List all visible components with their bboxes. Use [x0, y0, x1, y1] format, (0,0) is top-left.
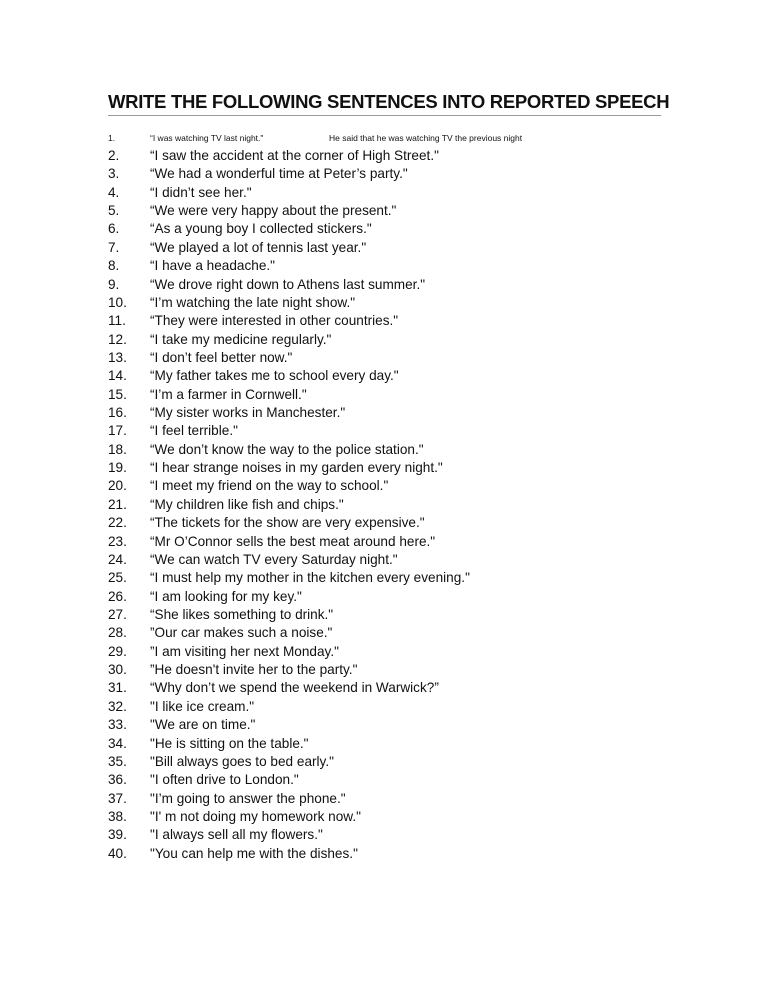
item-sentence: ”I am visiting her next Monday." — [150, 643, 339, 659]
item-sentence: "I like ice cream." — [150, 698, 255, 714]
item-number: 39. — [108, 827, 127, 843]
item-sentence: "I often drive to London." — [150, 772, 299, 788]
item-number: 3. — [108, 166, 120, 182]
item-number: 5. — [108, 203, 120, 219]
item-number: 31. — [108, 680, 127, 696]
item-number: 4. — [108, 184, 120, 200]
item-number: 16. — [108, 405, 127, 421]
item-number: 34. — [108, 735, 127, 751]
item-sentence: “We can watch TV every Saturday night." — [150, 551, 398, 567]
item-number: 22. — [108, 515, 127, 531]
item-number: 29. — [108, 643, 127, 659]
item-sentence: “My sister works in Manchester." — [150, 405, 346, 421]
item-sentence: “I’m a farmer in Cornwell." — [150, 386, 307, 402]
item-sentence: “We played a lot of tennis last year." — [150, 239, 367, 255]
page-title: WRITE THE FOLLOWING SENTENCES INTO REPORTED SPEECH — [108, 91, 670, 112]
item-sentence: ”Our car makes such a noise." — [150, 625, 333, 641]
item-number: 14. — [108, 368, 127, 384]
item-sentence: “We had a wonderful time at Peter’s party." — [150, 166, 408, 182]
item-number: 33. — [108, 717, 127, 733]
item-number: 38. — [108, 808, 127, 824]
item-sentence: ”He doesn't invite her to the party." — [150, 662, 358, 678]
item-number: 17. — [108, 423, 127, 439]
item-number: 32. — [108, 698, 127, 714]
item-sentence: “We don’t know the way to the police station." — [150, 441, 424, 457]
item-number: 19. — [108, 460, 127, 476]
item-sentence: "Bill always goes to bed early." — [150, 753, 334, 769]
item-sentence: “The tickets for the show are very expensive." — [150, 515, 425, 531]
item-sentence: "I’m going to answer the phone." — [150, 790, 346, 806]
item-sentence: “I must help my mother in the kitchen every evening." — [150, 570, 470, 586]
item-sentence: "You can help me with the dishes." — [150, 845, 358, 861]
item-sentence: “As a young boy I collected stickers." — [150, 221, 372, 237]
item-sentence: “I didn’t see her." — [150, 184, 252, 200]
item-number: 10. — [108, 294, 127, 310]
item-sentence: “Mr O’Connor sells the best meat around here." — [150, 533, 436, 549]
item-number: 2. — [108, 148, 120, 163]
item-sentence: “My father takes me to school every day." — [150, 368, 399, 384]
item-sentence: “I meet my friend on the way to school." — [150, 478, 389, 494]
item-sentence: “We drove right down to Athens last summer." — [150, 276, 426, 292]
item-number: 26. — [108, 588, 127, 604]
example-answer: He said that he was watching TV the previous night — [329, 133, 523, 143]
item-number: 18. — [108, 441, 127, 457]
item-number: 23. — [108, 533, 127, 549]
item-sentence: "I' m not doing my homework now." — [150, 808, 361, 824]
item-number: 12. — [108, 331, 127, 347]
item-sentence: “She likes something to drink." — [150, 606, 334, 622]
item-number: 36. — [108, 772, 127, 788]
item-number: 37. — [108, 790, 127, 806]
item-sentence: “I’m watching the late night show." — [150, 294, 356, 310]
item-sentence: "I always sell all my flowers." — [150, 827, 323, 843]
item-number: 6. — [108, 221, 120, 237]
item-number: 35. — [108, 753, 127, 769]
item-number: 7. — [108, 239, 120, 255]
item-sentence: “I feel terrible." — [150, 423, 238, 439]
item-number: 20. — [108, 478, 127, 494]
item-sentence: "He is sitting on the table." — [150, 735, 309, 751]
item-sentence: “My children like fish and chips." — [150, 496, 344, 512]
item-number: 21. — [108, 496, 127, 512]
item-sentence: “I don’t feel better now." — [150, 349, 293, 365]
item-sentence: “I saw the accident at the corner of High Street." — [150, 148, 439, 163]
item-number: 28. — [108, 625, 127, 641]
item-sentence: "We are on time." — [150, 717, 256, 733]
item-number: 40. — [108, 845, 127, 861]
item-sentence: “Why don’t we spend the weekend in Warwick?” — [150, 680, 439, 696]
item-sentence: “I hear strange noises in my garden every night." — [150, 460, 443, 476]
item-sentence: “I am looking for my key." — [150, 588, 302, 604]
example-sentence: “I was watching TV last night." — [150, 133, 264, 143]
item-sentence: “I take my medicine regularly." — [150, 331, 332, 347]
example-number: 1. — [108, 133, 116, 143]
item-number: 9. — [108, 276, 120, 292]
title-divider — [108, 115, 661, 116]
item-number: 27. — [108, 606, 127, 622]
item-number: 30. — [108, 662, 127, 678]
item-number: 8. — [108, 258, 120, 274]
item-sentence: “We were very happy about the present." — [150, 203, 397, 219]
item-sentence: “I have a headache." — [150, 258, 275, 274]
item-number: 25. — [108, 570, 127, 586]
item-number: 13. — [108, 349, 127, 365]
item-number: 11. — [108, 313, 126, 329]
item-number: 24. — [108, 551, 127, 567]
item-number: 15. — [108, 386, 127, 402]
item-sentence: “They were interested in other countries." — [150, 313, 399, 329]
